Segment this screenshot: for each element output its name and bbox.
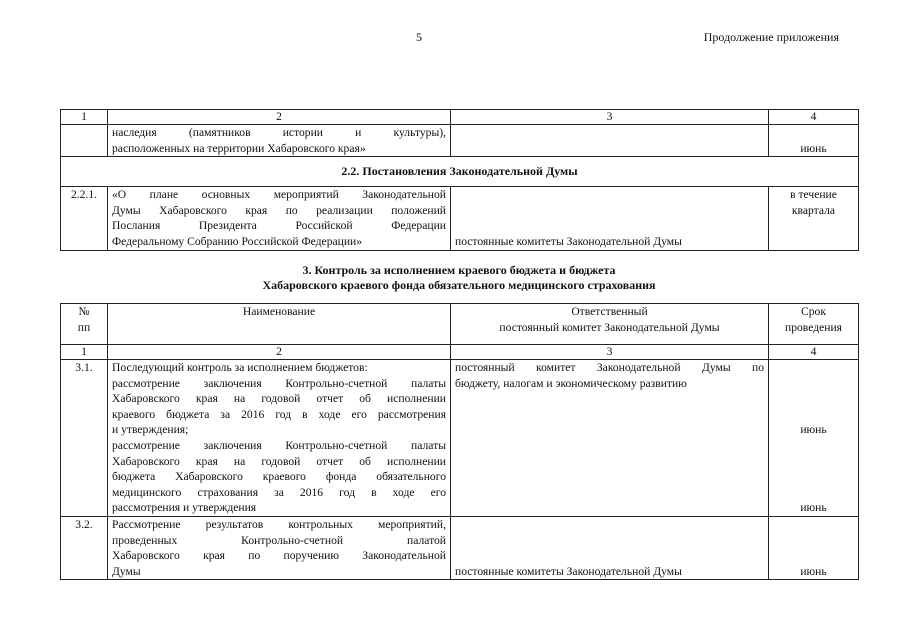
row-responsible: постоянные комитеты Законодательной Думы	[451, 187, 769, 250]
col-number: 2	[108, 110, 451, 125]
row-number: 2.2.1.	[61, 187, 108, 250]
name-line: Последующий контроль за исполнением бюджетов:	[112, 361, 368, 374]
row-responsible	[451, 360, 769, 517]
row-term: июнь	[769, 516, 859, 579]
row-term: июнь	[769, 125, 859, 157]
section-title-line: Хабаровского краевого фонда обязательного медицинского страхования	[262, 278, 656, 292]
name-line: Хабаровского края на годовой отчет об исполнении	[112, 454, 446, 468]
column-number-row	[61, 345, 859, 360]
col-number: 1	[61, 345, 108, 360]
name-line: и утверждения;	[112, 423, 189, 437]
row-name	[108, 187, 451, 250]
table-row	[61, 187, 859, 250]
term-line: в течение	[790, 188, 837, 202]
row-responsible: постоянные комитеты Законодательной Думы	[451, 516, 769, 579]
name-line: Хабаровского края на годовой отчет об исполнении	[112, 392, 446, 406]
name-line: наследия (памятников истории и культуры),	[112, 126, 446, 139]
table-header-row	[61, 304, 859, 345]
header-line: №	[78, 305, 90, 318]
term-1: июнь	[800, 423, 827, 436]
term-line: квартала	[791, 203, 836, 217]
col-number: 4	[769, 110, 859, 125]
header-responsible	[451, 304, 769, 345]
subsection-title: 2.2. Постановления Законодательной Думы	[61, 157, 859, 187]
plan-table-continued	[60, 109, 859, 251]
row-number	[61, 125, 108, 157]
name-line: краевого бюджета за 2016 год в ходе его рассмотрения	[112, 407, 446, 421]
responsible-line: бюджету, налогам и экономическому развитию	[455, 376, 687, 390]
section-title	[60, 263, 858, 293]
row-term	[769, 187, 859, 250]
col-number: 2	[108, 345, 451, 360]
header-line: Срок	[801, 305, 826, 318]
responsible-line: постоянный комитет Законодательной Думы по	[455, 361, 764, 374]
col-number: 3	[451, 345, 769, 360]
name-line: медицинского страхования за 2016 год в ходе его	[112, 485, 446, 499]
header-line: Ответственный	[571, 305, 648, 318]
header-line: пп	[77, 320, 91, 334]
row-name	[108, 360, 451, 517]
name-line: бюджета Хабаровского краевого фонда обязательного	[112, 470, 446, 484]
row-term	[769, 360, 859, 517]
name-line: Рассмотрение результатов контрольных мероприятий,	[112, 517, 446, 531]
name-line: рассмотрение заключения Контрольно-счетной палаты	[112, 438, 446, 452]
col-number: 1	[61, 110, 108, 125]
page-number: 5	[416, 30, 422, 44]
name-line: Думы Хабаровского края по реализации положений	[112, 203, 446, 217]
header-line: проведения	[785, 320, 842, 334]
budget-control-table	[60, 303, 859, 580]
row-name	[108, 125, 451, 157]
name-line: Послания Президента Российской Федерации	[112, 219, 446, 233]
row-number: 3.2.	[61, 516, 108, 579]
name-line: Хабаровского края по поручению Законодательной	[112, 549, 446, 563]
row-responsible	[451, 125, 769, 157]
col-number: 4	[769, 345, 859, 360]
name-line: рассмотрения и утверждения	[112, 501, 257, 515]
name-line: Думы	[112, 564, 141, 578]
header-number	[61, 304, 108, 345]
name-line: «О плане основных мероприятий Законодательной	[112, 188, 446, 202]
name-line: рассмотрение заключения Контрольно-счетной палаты	[112, 376, 446, 390]
page-caption: Продолжение приложения	[703, 30, 839, 44]
table-row	[61, 125, 859, 157]
section-title-line: 3. Контроль за исполнением краевого бюджета и бюджета	[302, 263, 616, 277]
column-number-row	[61, 110, 859, 125]
header-line: постоянный комитет Законодательной Думы	[499, 320, 720, 334]
table-row	[61, 360, 859, 517]
row-number: 3.1.	[61, 360, 108, 517]
name-line: расположенных на территории Хабаровского края»	[112, 141, 366, 155]
header-term	[769, 304, 859, 345]
name-line: проведенных Контрольно-счетной палатой	[112, 533, 446, 547]
row-name	[108, 516, 451, 579]
col-number: 3	[451, 110, 769, 125]
header-name: Наименование	[108, 304, 451, 345]
name-line: Федеральному Собранию Российской Федерации»	[112, 234, 363, 248]
term-2: июнь	[800, 500, 827, 514]
subsection-row	[61, 157, 859, 187]
table-row	[61, 516, 859, 579]
